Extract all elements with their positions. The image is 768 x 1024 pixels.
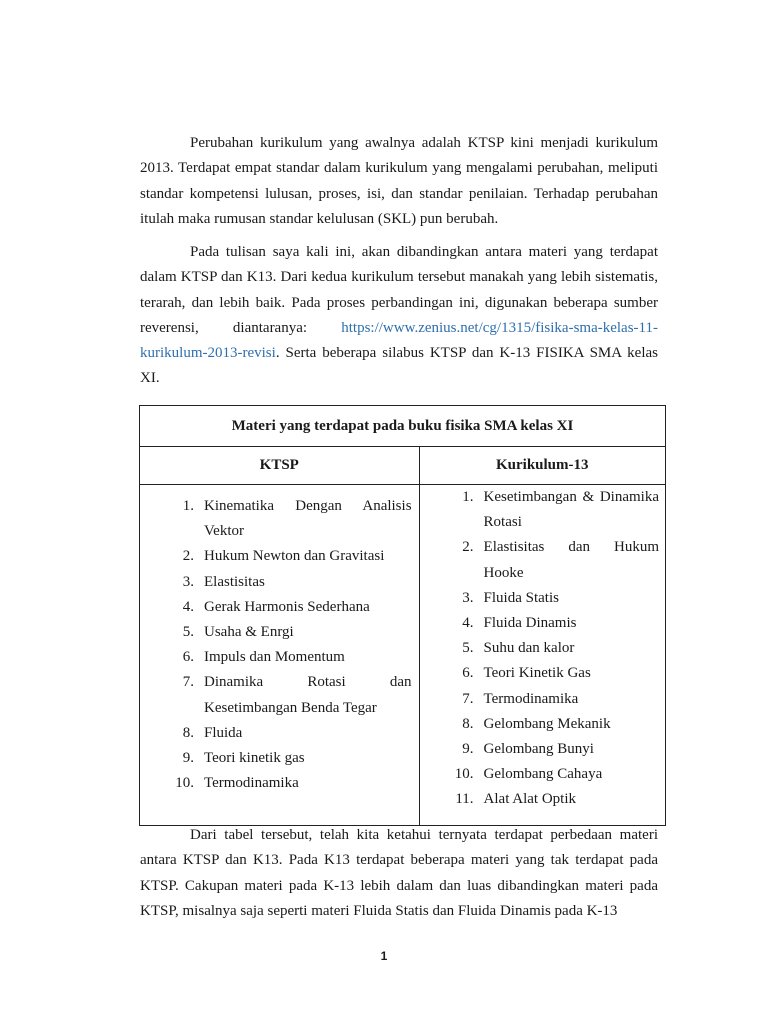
k13-item-number: 3. xyxy=(462,589,474,606)
k13-item-number: 2. xyxy=(462,539,474,556)
k13-item-text: Fluida Dinamis xyxy=(483,615,577,632)
ktsp-item-number: 4. xyxy=(182,598,194,615)
ktsp-column xyxy=(140,485,420,826)
ktsp-item xyxy=(170,670,412,720)
ktsp-item-text: Impuls dan Momentum xyxy=(204,649,345,666)
ktsp-item xyxy=(170,595,412,620)
k13-item xyxy=(450,535,659,585)
ktsp-item-text: Dinamika Rotasi dan Kesetimbangan Benda Tegar xyxy=(204,674,412,716)
paragraph-comparison-intro: Pada tulisan saya kali ini, akan dibandingkan antara materi yang terdapat dalam KTSP dan K13. Dari kedua kurikulum tersebut manakah yang lebih sistematis, terarah, dan lebih baik. Pada proses perbandingan ini, digunakan beberapa sumber reverensi, diantaranya: https://www.zenius.net/cg/1315/fisika-sma-kelas-11-kurikulum-2013-revisi. Serta beberapa silabus KTSP dan K-13 FISIKA SMA kelas XI. xyxy=(140,244,658,387)
k13-item-number: 9. xyxy=(462,741,474,758)
ktsp-item-number: 9. xyxy=(182,750,194,767)
k13-item-text: Teori Kinetik Gas xyxy=(483,665,591,682)
k13-item xyxy=(450,737,659,762)
k13-item-number: 4. xyxy=(462,615,474,632)
k13-item-text: Fluida Statis xyxy=(483,589,559,606)
k13-item-text: Alat Alat Optik xyxy=(483,791,577,808)
header-ktsp: KTSP xyxy=(140,447,420,485)
ktsp-item xyxy=(170,494,412,544)
ktsp-item-number: 3. xyxy=(182,573,194,590)
header-k13: Kurikulum-13 xyxy=(419,447,665,485)
k13-item xyxy=(450,636,659,661)
ktsp-item-text: Usaha & Enrgi xyxy=(204,624,294,641)
page-number: 1 xyxy=(380,949,388,963)
k13-item-number: 8. xyxy=(462,715,474,732)
k13-item-text: Suhu dan kalor xyxy=(483,640,575,657)
ktsp-item xyxy=(170,645,412,670)
ktsp-list xyxy=(170,494,412,796)
k13-item-text: Gelombang Cahaya xyxy=(483,766,603,783)
ktsp-item-text: Fluida xyxy=(204,724,243,741)
ktsp-item-number: 1. xyxy=(182,498,194,514)
k13-item-text: Kesetimbangan & Dinamika Rotasi xyxy=(483,489,659,531)
k13-item xyxy=(450,586,659,611)
k13-item-text: Gelombang Bunyi xyxy=(483,741,594,758)
ktsp-item-text: Hukum Newton dan Gravitasi xyxy=(204,548,385,565)
k13-item-text: Termodinamika xyxy=(483,690,579,707)
k13-item-number: 11. xyxy=(455,791,474,808)
k13-item xyxy=(450,687,659,712)
ktsp-item-number: 2. xyxy=(182,548,194,565)
ktsp-item-text: Elastisitas xyxy=(204,573,265,590)
k13-item xyxy=(450,661,659,686)
k13-column xyxy=(419,485,665,826)
k13-item-number: 5. xyxy=(462,640,474,657)
k13-item xyxy=(450,762,659,787)
ktsp-item-number: 5. xyxy=(182,624,194,641)
k13-item-number: 1. xyxy=(462,489,474,505)
paragraph-conclusion: Dari tabel tersebut, telah kita ketahui ternyata terdapat perbedaan materi antara KTSP dan K13. Pada K13 terdapat beberapa materi yang tak terdapat pada KTSP. Cakupan materi pada K-13 lebih dalam dan luas dibandingkan materi pada KTSP, misalnya saja seperti materi Fluida Statis dan Fluida Dinamis pada K-13 xyxy=(140,827,658,919)
ktsp-item-text: Teori kinetik gas xyxy=(204,750,305,767)
k13-item-text: Gelombang Mekanik xyxy=(483,715,611,732)
ktsp-item xyxy=(170,544,412,569)
ktsp-item-number: 10. xyxy=(175,775,194,792)
k13-list xyxy=(450,485,659,813)
k13-item xyxy=(450,787,659,812)
ktsp-item xyxy=(170,746,412,771)
ktsp-item-number: 6. xyxy=(182,649,194,666)
ktsp-item-text: Termodinamika xyxy=(204,775,299,792)
ktsp-item-number: 8. xyxy=(182,724,194,741)
ktsp-item xyxy=(170,771,412,796)
ktsp-item-number: 7. xyxy=(182,674,194,691)
ktsp-item xyxy=(170,570,412,595)
k13-item xyxy=(450,712,659,737)
zenius-link[interactable]: https://www.zenius.net/cg/1315/fisika-sma-kelas-11-kurikulum-2013-revisi xyxy=(140,319,658,362)
ktsp-item-text: Gerak Harmonis Sederhana xyxy=(204,598,370,615)
comparison-table xyxy=(139,405,666,826)
ktsp-item xyxy=(170,620,412,645)
paragraph-curriculum-change: Perubahan kurikulum yang awalnya adalah KTSP kini menjadi kurikulum 2013. Terdapat empat standar dalam kurikulum yang mengalami perubahan, meliputi standar kompetensi lulusan, proses, isi, dan standar penilaian. Terhadap perubahan itulah maka rumusan standar kelulusan (SKL) pun berubah. xyxy=(140,135,658,227)
ktsp-item-text: Kinematika Dengan Analisis Vektor xyxy=(204,498,412,540)
table-caption: Materi yang terdapat pada buku fisika SMA kelas XI xyxy=(140,406,666,447)
k13-item-number: 10. xyxy=(454,766,474,783)
ktsp-item xyxy=(170,721,412,746)
k13-item-text: Elastisitas dan Hukum Hooke xyxy=(483,539,659,581)
k13-item-number: 7. xyxy=(462,690,474,707)
k13-item-number: 6. xyxy=(462,665,474,682)
k13-item xyxy=(450,611,659,636)
k13-item xyxy=(450,485,659,535)
